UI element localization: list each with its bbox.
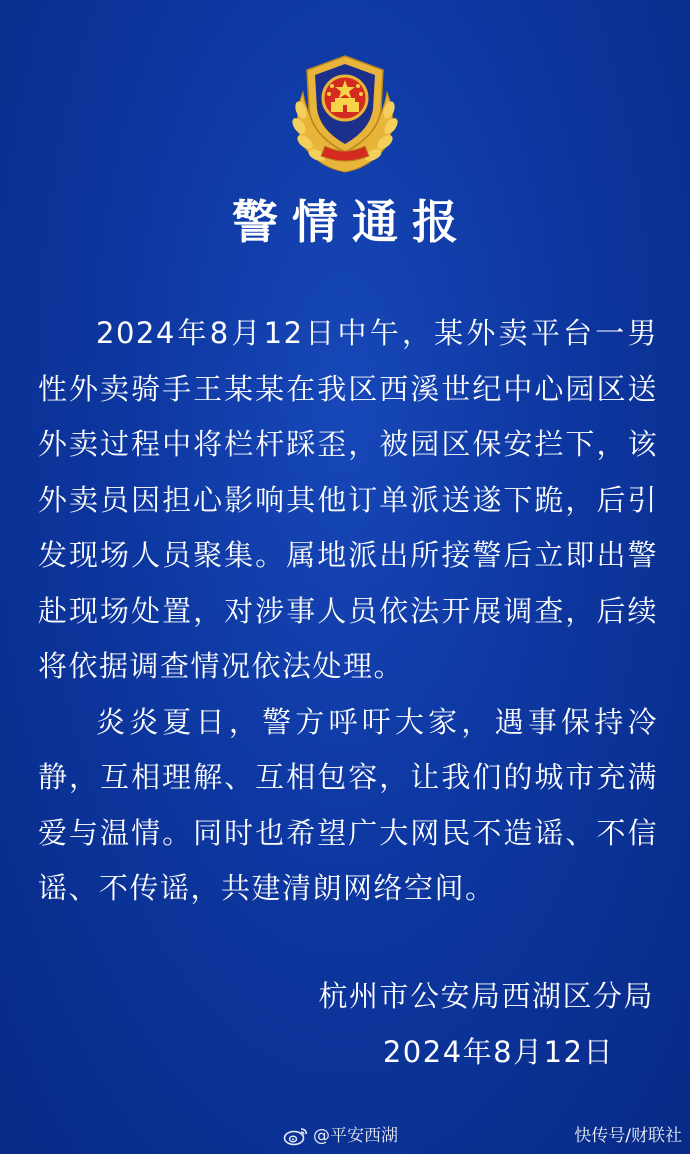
issuing-authority: 杭州市公安局西湖区分局 — [318, 979, 654, 1013]
notice-title: 警情通报 — [232, 195, 472, 249]
weibo-watermark — [283, 1124, 398, 1148]
notice-paragraph-1: 2024年8月12日中午，某外卖平台一男性外卖骑手王某某在我区西溪世纪中心园区送外卖过程中将栏杆踩歪，被园区保安拦下，该外卖员因担心影响其他订单派送遂下跪，后引发现场人员聚集。属地派出所接警后立即出警赴现场处置，对涉事人员依法开展调查，后续将依据调查情况依法处理。 — [38, 316, 658, 683]
weibo-icon — [283, 1126, 309, 1146]
issue-date: 2024年8月12日 — [382, 1035, 614, 1069]
signature-block — [318, 968, 654, 1080]
police-emblem-icon — [285, 52, 405, 174]
notice-paragraph-2: 炎炎夏日，警方呼吁大家，遇事保持冷静，互相理解、互相包容，让我们的城市充满爱与温情。同时也希望广大网民不造谣、不信谣、不传谣，共建清朗网络空间。 — [38, 704, 658, 905]
weibo-account: @平安西湖 — [313, 1126, 398, 1146]
notice-body — [38, 306, 658, 917]
source-watermark: 快传号/财联社 — [574, 1126, 682, 1146]
